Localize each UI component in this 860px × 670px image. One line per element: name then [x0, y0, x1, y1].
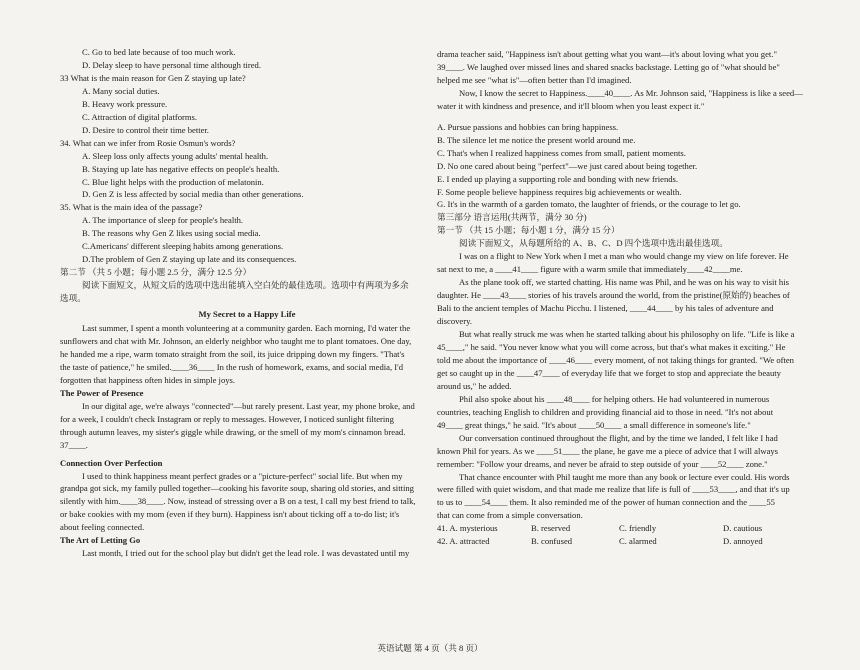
option: A. The importance of sleep for people's health. [82, 215, 244, 226]
cloze-line: Bali to the ancient temples of Machu Picchu. I listened, ____44____ by his tales of adventure and [437, 303, 774, 314]
paragraph-line: Now, I know the secret to Happiness.____40____. As Mr. Johnson said, "Happiness is like a seed— [459, 87, 803, 98]
paragraph-2 [60, 400, 434, 452]
choice-option: D. No one cared about being "perfect"—we just cared about being together. [437, 160, 698, 171]
mc-option: B. reserved [531, 523, 571, 534]
question-32-options [60, 46, 434, 72]
cloze-line: Phil also spoke about his ____48____ for helping others. He had volunteered in numerous [459, 393, 770, 404]
section1-instruction: 阅读下面短文，从每题所给的 A、B、C、D 四个选项中选出最佳选项。 [459, 238, 728, 249]
option: B. Staying up late has negative effects on people's health. [82, 163, 280, 174]
paragraph-line: the taste of patience," he smiled.____36____ In the rush of homework, exams, and social media, I'd [60, 361, 403, 372]
passage-title: My Secret to a Happy Life [198, 309, 296, 320]
option: C. Go to bed late because of too much work. [82, 47, 236, 57]
choice-option: E. I ended up playing a supporting role and bonding with new friends. [437, 173, 679, 184]
cloze-line: that can come from a simple conversation. [437, 510, 583, 521]
option: D.The problem of Gen Z staying up late and its consequences. [82, 254, 297, 265]
cloze-line: I was on a flight to New York when I met a man who would change my view on life forever. He [459, 251, 789, 262]
mc-option: 42. A. attracted [437, 536, 490, 547]
right-column [437, 48, 813, 548]
paragraph-line: water it with kindness and presence, and it'll bloom when you least expect it." [437, 100, 705, 111]
cloze-line: As the plane took off, we started chatting. His name was Phil, and he was on his way to visit his [459, 277, 789, 288]
paragraph-4-continued [437, 48, 813, 87]
paragraph-line: he handed me a ripe, warm tomato straight from the soil, its juice dripping down my fingers. "That's [60, 348, 405, 359]
cloze-line: But what really struck me was when he started talking about his philosophy on life. "Life is like a [459, 329, 795, 340]
cloze-line: known Phil for years. As we ____51____ the plane, he gave me a piece of advice that I will always [437, 445, 779, 456]
paragraph-line: helped me see "what is"—often better than I'd imagined. [437, 74, 632, 85]
paragraph-5 [437, 87, 813, 113]
instruction-line: 选项。 [60, 293, 86, 304]
mc-option: C. alarmed [619, 536, 657, 547]
option: B. Heavy work pressure. [82, 98, 168, 109]
cloze-line: daughter. He ____43____ stories of his travels around the world, from the pristine(原始的) beaches of [437, 290, 790, 301]
option: C. Blue light helps with the production of melatonin. [82, 176, 264, 187]
paragraph-line: silently with him.____38____. Now, instead of stressing over a B on a test, I call my best friend to talk, [60, 496, 416, 507]
cloze-line: around us," he added. [437, 380, 512, 391]
cloze-line: discovery. [437, 316, 472, 327]
mc-option: B. confused [531, 536, 573, 547]
option: D. Delay sleep to have personal time although tired. [82, 59, 261, 70]
paragraph-line: forgotten that happiness often hides in simple joys. [60, 374, 236, 385]
paragraph-3 [60, 470, 434, 535]
paragraph-1 [60, 322, 434, 387]
paragraph-line: 37____. [60, 439, 88, 450]
paragraph-line: for a week, I couldn't check Instagram or reply to messages. However, I noticed sunlight filtering [60, 413, 394, 424]
paragraph-line: or bake cookies with my mom (even if they burn). Happiness isn't about ticking off a to-do list; it's [60, 509, 400, 520]
left-column [60, 46, 434, 560]
choice-option: G. It's in the warmth of a garden tomato, the laughter of friends, or the courage to let go. [437, 199, 741, 210]
section-header: 第二节 （共 5 小题；每小题 2.5 分，满分 12.5 分） [60, 267, 252, 278]
subheading-connection: Connection Over Perfection [60, 457, 163, 468]
paragraph-line: grandpa got sick, my family pulled together—cooking his favorite soup, sharing old stories, and sitting [60, 483, 414, 494]
mc-option: D. cautious [723, 523, 763, 534]
question-stem: 35. What is the main idea of the passage? [60, 202, 203, 213]
paragraph-line: 39____. We laughed over missed lines and shared snacks backstage. Letting go of "what should be" [437, 61, 780, 72]
option: D. Gen Z is less affected by social media than other generations. [82, 189, 304, 200]
choice-option: B. The silence let me notice the present world around me. [437, 134, 636, 145]
cloze-line: 45____," he said. "You never know what you will come across, but that's what makes it exciting." He [437, 341, 786, 352]
questions-33-35 [60, 72, 434, 266]
cloze-line: get so caught up in the ____47____ of everyday life that we forget to stop and appreciate the beauty [437, 367, 781, 378]
question-stem: 33 What is the main reason for Gen Z staying up late? [60, 72, 246, 83]
question-stem: 34. What can we infer from Rosie Osmun's words? [60, 137, 236, 148]
cloze-line: were filled with quiet wisdom, and that made me realize that life is full of ____53____, and that it's up [437, 484, 790, 495]
cloze-line: to us to ____54____ them. It also reminded me of the power of human connection and the ____55 [437, 497, 775, 508]
instruction-line: 阅读下面短文，从短文后的选项中选出能填入空白处的最佳选项。选项中有两项为多余 [82, 280, 409, 291]
option: C.Americans' different sleeping habits among generations. [82, 241, 284, 252]
mc-row [437, 522, 813, 535]
option: B. The reasons why Gen Z likes using social media. [82, 228, 261, 239]
cloze-passage [437, 250, 813, 522]
paragraph-line: through autumn leaves, my sister's giggle while drawing, or the smell of my mom's cinnamon bread. [60, 426, 406, 437]
choice-option: A. Pursue passions and hobbies can bring happiness. [437, 121, 619, 132]
mc-option: 41. A. mysterious [437, 523, 498, 534]
mc-option: D. annoyed [723, 536, 763, 547]
paragraph-line: I used to think happiness meant perfect grades or a "picture-perfect" social life. But when my [82, 470, 403, 481]
paragraph-line: In our digital age, we're always "connected"—but rarely present. Last year, my phone broke, and [82, 400, 415, 411]
paragraph-line: drama teacher said, "Happiness isn't about getting what you want—it's about loving what you get." [437, 49, 777, 59]
option: D. Desire to control their time better. [82, 124, 209, 135]
section1-header: 第一节 （共 15 小题；每小题 1 分，满分 15 分） [437, 225, 620, 236]
page-footer: 英语试题 第 4 页（共 8 页） [377, 643, 483, 653]
subheading-letting-go: The Art of Letting Go [60, 535, 141, 546]
cloze-line: remember: "Follow your dreams, and never be afraid to step outside of your ____52____ zone." [437, 458, 768, 469]
subheading-presence: The Power of Presence [60, 387, 144, 398]
option: C. Attraction of digital platforms. [82, 111, 198, 122]
choice-option: C. That's when I realized happiness comes from small, patient moments. [437, 147, 686, 158]
paragraph-line: sunflowers and chat with Mr. Johnson, an elderly neighbor who taught me to plant tomatoes. One day, [60, 335, 412, 346]
mc-row [437, 535, 813, 548]
option: A. Sleep loss only affects young adults' mental health. [82, 150, 269, 161]
cloze-line: That chance encounter with Phil taught me more than any book or lecture ever could. His words [459, 471, 790, 482]
paragraph-line: Last summer, I spent a month volunteering at a community garden. Each morning, I'd water the [82, 323, 411, 334]
choice-option: F. Some people believe happiness requires big achievements or wealth. [437, 186, 682, 197]
mc-option: C. friendly [619, 523, 657, 534]
cloze-line: told me about the importance of ____46____ every moment, of not taking things for granted. "We often [437, 354, 794, 365]
part3-header: 第三部分 语言运用(共两节，满分 30 分) [437, 212, 587, 223]
paragraph-line: about feeling connected. [60, 522, 145, 533]
paragraph-4 [60, 547, 434, 560]
cloze-options [437, 522, 813, 548]
answer-choices [437, 121, 813, 212]
cloze-line: Our conversation continued throughout the flight, and by the time we landed, I felt like I had [459, 432, 778, 443]
option: A. Many social duties. [82, 85, 160, 96]
paragraph-line: Last month, I tried out for the school play but didn't get the lead role. I was devastated until my [82, 548, 410, 559]
cloze-line: 49____ great things," he said. "It's about ____50____ a small difference in someone's life." [437, 419, 751, 430]
cloze-line: sat next to me, a ____41____ figure with a warm smile that immediately____42____me. [437, 264, 743, 275]
cloze-line: countries, teaching English to children and providing financial aid to those in need. "It's not about [437, 406, 774, 417]
